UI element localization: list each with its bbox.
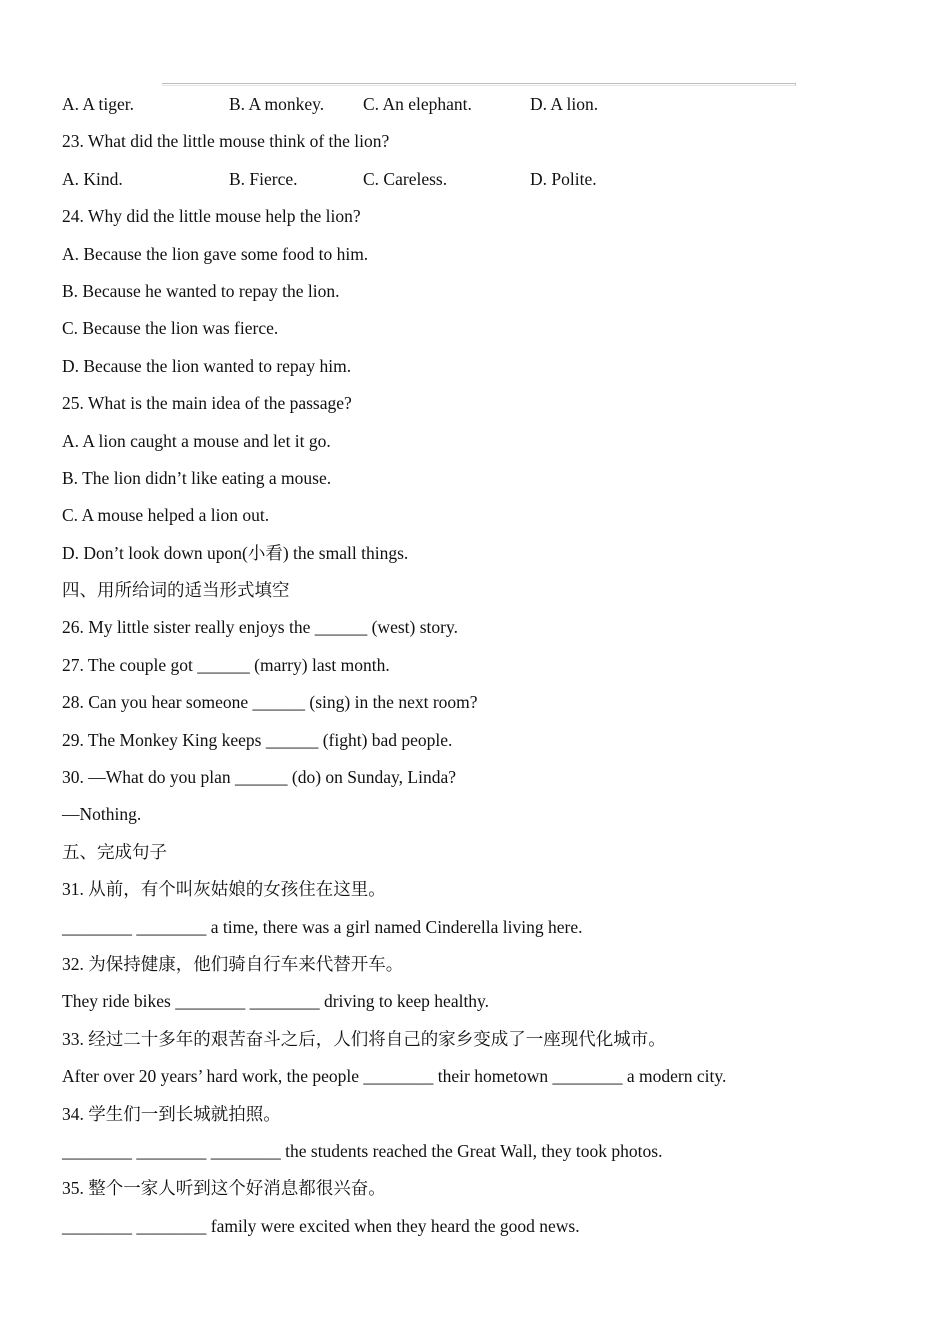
q24-option-b: B. Because he wanted to repay the lion. <box>62 280 340 301</box>
q25-option-c: C. A mouse helped a lion out. <box>62 505 270 526</box>
q25-question: 25. What is the main idea of the passage? <box>62 393 352 414</box>
q24-option-d: D. Because the lion wanted to repay him. <box>62 355 352 376</box>
q23-option-b: B. Fierce. <box>229 168 298 189</box>
q22-option-b: B. A monkey. <box>229 94 325 114</box>
q26-item: 26. My little sister really enjoys the ______ (west) story. <box>62 617 458 638</box>
exam-page <box>62 86 922 1245</box>
q34-chinese: 34. 学生们一到长城就拍照。 <box>62 1103 281 1124</box>
q31-english: ________ ________ a time, there was a girl named Cinderella living here. <box>62 916 583 937</box>
section4-heading: 四、用所给词的适当形式填空 <box>62 580 290 601</box>
q23-question: 23. What did the little mouse think of the lion? <box>62 131 390 152</box>
q27-item: 27. The couple got ______ (marry) last month. <box>62 654 390 675</box>
q34-english: ________ ________ ________ the students reached the Great Wall, they took photos. <box>62 1140 663 1161</box>
q22-option-a: A. A tiger. <box>62 94 134 114</box>
q35-english: ________ ________ family were excited when they heard the good news. <box>62 1215 580 1236</box>
q22-option-d: D. A lion. <box>530 94 599 114</box>
q24-option-c: C. Because the lion was fierce. <box>62 318 279 339</box>
q32-english: They ride bikes ________ ________ driving to keep healthy. <box>62 991 490 1012</box>
q25-option-d: D. Don’t look down upon(小看) the small things. <box>62 542 409 563</box>
q31-chinese: 31. 从前，有个叫灰姑娘的女孩住在这里。 <box>62 879 386 900</box>
q23-option-d: D. Polite. <box>530 168 597 189</box>
q35-chinese: 35. 整个一家人听到这个好消息都很兴奋。 <box>62 1178 386 1199</box>
q22-option-c: C. An elephant. <box>363 94 472 114</box>
q24-option-a: A. Because the lion gave some food to him. <box>62 243 369 264</box>
q24-question: 24. Why did the little mouse help the lion? <box>62 206 361 227</box>
q23-options-row <box>62 161 922 198</box>
q25-option-a: A. A lion caught a mouse and let it go. <box>62 430 331 451</box>
q23-option-c: C. Careless. <box>363 168 448 189</box>
q33-chinese: 33. 经过二十多年的艰苦奋斗之后，人们将自己的家乡变成了一座现代化城市。 <box>62 1028 666 1049</box>
q30-reply: —Nothing. <box>62 804 142 825</box>
q28-item: 28. Can you hear someone ______ (sing) in the next room? <box>62 692 478 713</box>
q22-options-row <box>62 86 922 123</box>
q29-item: 29. The Monkey King keeps ______ (fight) bad people. <box>62 729 453 750</box>
q32-chinese: 32. 为保持健康，他们骑自行车来代替开车。 <box>62 953 404 974</box>
q33-english: After over 20 years’ hard work, the people ________ their hometown ________ a modern city. <box>62 1066 727 1087</box>
q30-item: 30. —What do you plan ______ (do) on Sunday, Linda? <box>62 767 457 788</box>
section5-heading: 五、完成句子 <box>62 841 167 862</box>
q23-option-a: A. Kind. <box>62 168 123 189</box>
q25-option-b: B. The lion didn’t like eating a mouse. <box>62 467 332 488</box>
